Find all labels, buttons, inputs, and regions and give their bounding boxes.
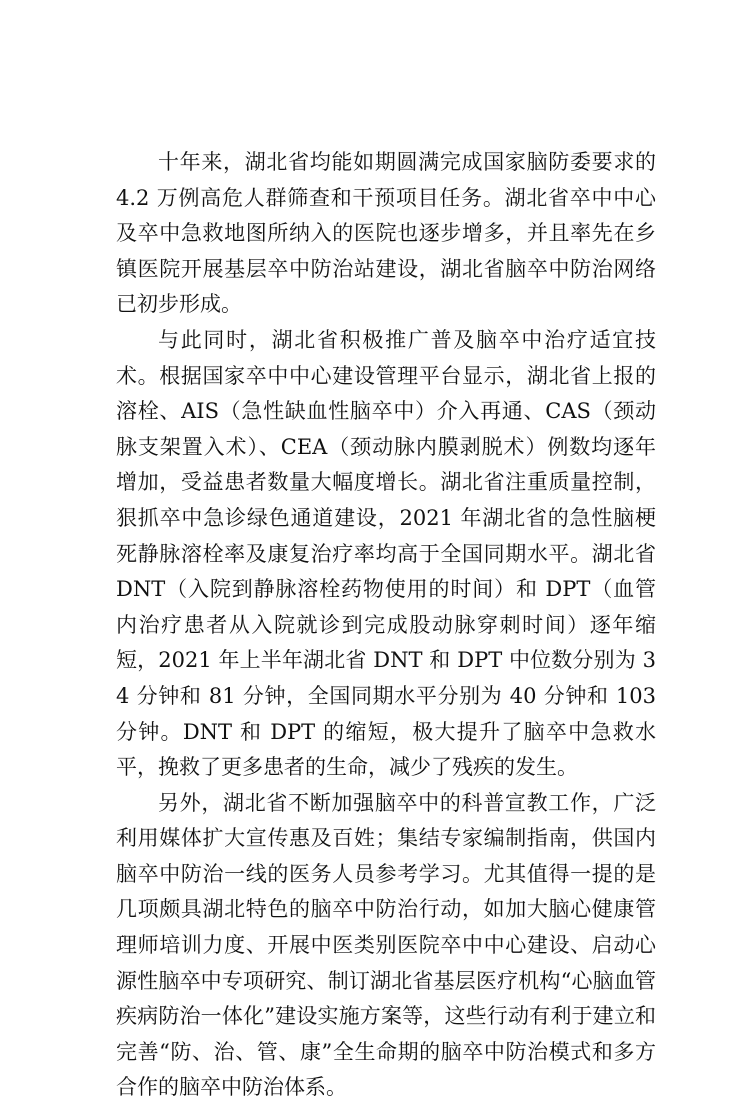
- document-page: [116, 145, 656, 1106]
- paragraph-treatment-techniques: 与此同时，湖北省积极推广普及脑卒中治疗适宜技术。根据国家卒中中心建设管理平台显示，湖北省上报的溶栓、AIS（急性缺血性脑卒中）介入再通、CAS（颈动脉支架置入术）、CEA（颈动脉内膜剥脱术）例数均逐年增加，受益患者数量大幅度增长。湖北省注重质量控制，狠抓卒中急诊绿色通道建设，2021 年湖北省的急性脑梗死静脉溶栓率及康复治疗率均高于全国同期水平。湖北省 DNT（入院到静脉溶栓药物使用的时间）和 DPT（血管内治疗患者从入院就诊到完成股动脉穿刺时间）逐年缩短，2021 年上半年湖北省 DNT 和 DPT 中位数分别为 34 分钟和 81 分钟，全国同期水平分别为 40 分钟和 103 分钟。DNT 和 DPT 的缩短，极大提升了脑卒中急救水平，挽救了更多患者的生命，减少了残疾的发生。: [116, 327, 656, 780]
- paragraph-education-initiatives: 另外，湖北省不断加强脑卒中的科普宣教工作，广泛利用媒体扩大宣传惠及百姓；集结专家编制指南，供国内脑卒中防治一线的医务人员参考学习。尤其值得一提的是几项颇具湖北特色的脑卒中防治行动，如加大脑心健康管理师培训力度、开展中医类别医院卒中中心建设、启动心源性脑卒中专项研究、制订湖北省基层医疗机构“心脑血管疾病防治一体化”建设实施方案等，这些行动有利于建立和完善“防、治、管、康”全生命期的脑卒中防治模式和多方合作的脑卒中防治体系。: [116, 790, 656, 1100]
- paragraph-screening-results: 十年来，湖北省均能如期圆满完成国家脑防委要求的 4.2 万例高危人群筛查和干预项目任务。湖北省卒中中心及卒中急救地图所纳入的医院也逐步增多，并且率先在乡镇医院开展基层卒中防治站建设，湖北省脑卒中防治网络已初步形成。: [116, 150, 656, 317]
